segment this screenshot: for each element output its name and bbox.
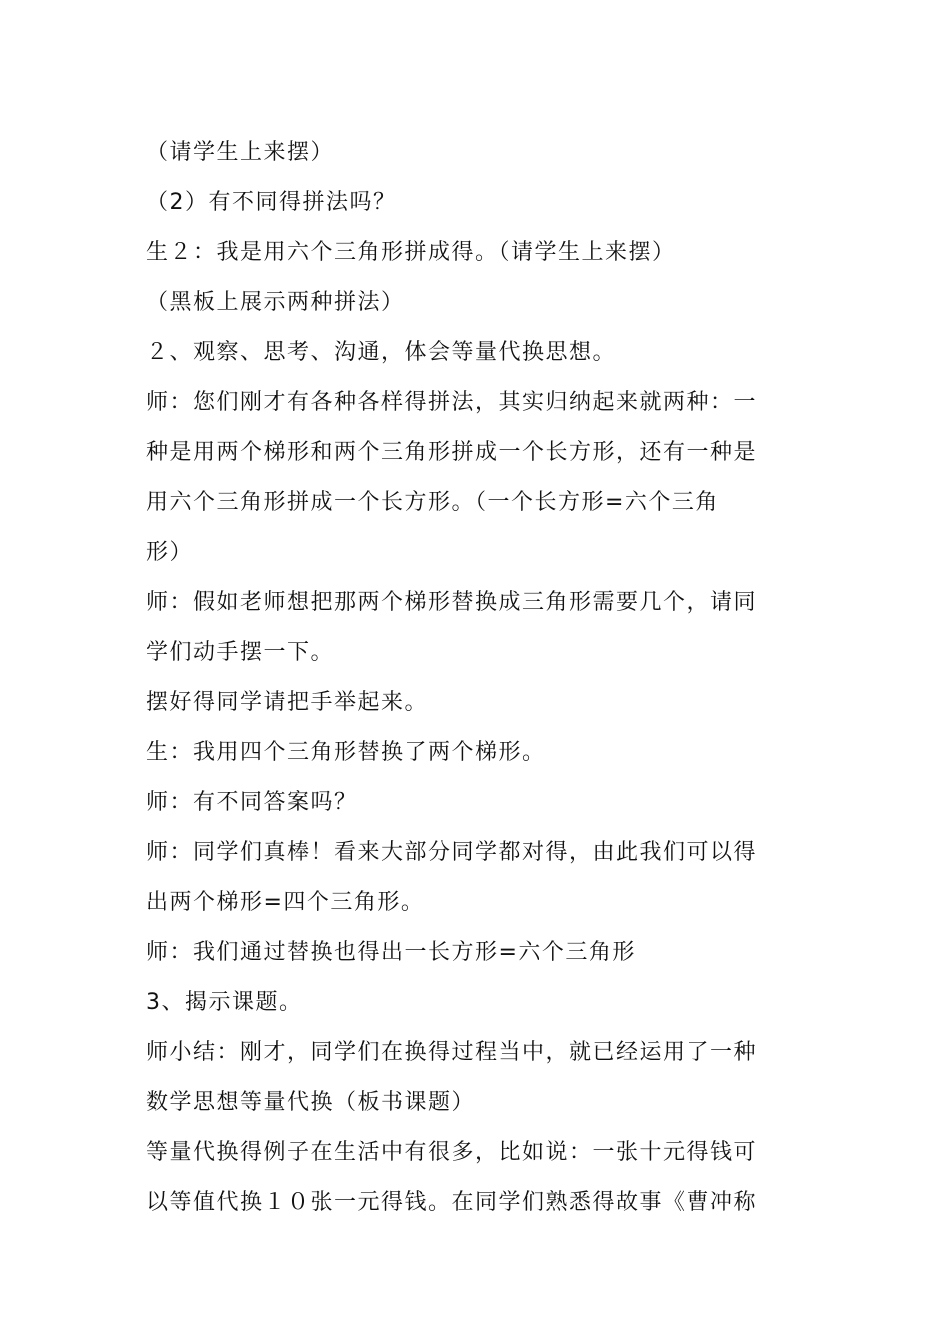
text-line: 出两个梯形=四个三角形。 [146, 890, 425, 915]
text-line: 种是用两个梯形和两个三角形拼成一个长方形，还有一种是 [146, 440, 758, 465]
text-line: 以等值代换１０张一元得钱。在同学们熟悉得故事《曹冲称 [146, 1190, 758, 1215]
text-line: 学们动手摆一下。 [146, 640, 335, 665]
text-line: 用六个三角形拼成一个长方形。（一个长方形=六个三角 [146, 490, 719, 515]
text-line: 摆好得同学请把手举起来。 [146, 690, 429, 715]
document-body [146, 128, 806, 1228]
text-line: 师小结：刚才，同学们在换得过程当中，就已经运用了一种 [146, 1040, 758, 1065]
text-line: 数学思想等量代换（板书课题） [146, 1090, 476, 1115]
text-line: （黑板上展示两种拼法） [146, 290, 405, 315]
text-line: 师：同学们真棒！看来大部分同学都对得，由此我们可以得 [146, 840, 758, 865]
section-heading: 3、揭示课题。 [146, 990, 303, 1015]
text-line: 等量代换得例子在生活中有很多，比如说：一张十元得钱可 [146, 1140, 758, 1165]
text-line: 生２：我是用六个三角形拼成得。（请学生上来摆） [146, 240, 676, 265]
section-heading: ２、观察、思考、沟通，体会等量代换思想。 [146, 340, 617, 365]
text-line: 师：您们刚才有各种各样得拼法，其实归纳起来就两种：一 [146, 390, 758, 415]
text-line: 师：我们通过替换也得出一长方形=六个三角形 [146, 940, 636, 965]
text-line: 生：我用四个三角形替换了两个梯形。 [146, 740, 546, 765]
text-line: 形） [146, 540, 194, 565]
text-line: 师：假如老师想把那两个梯形替换成三角形需要几个，请同 [146, 590, 758, 615]
text-line: 师：有不同答案吗？ [146, 790, 358, 815]
text-line: （2）有不同得拼法吗？ [146, 190, 397, 215]
text-line: （请学生上来摆） [146, 140, 335, 165]
